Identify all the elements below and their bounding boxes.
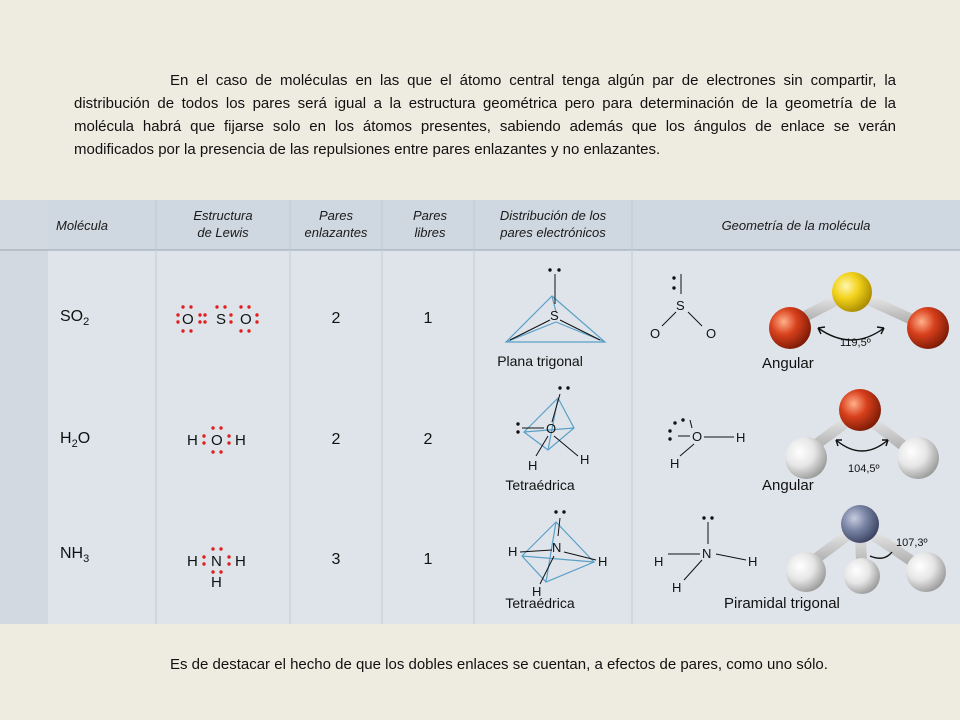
hydrogen-atom — [844, 558, 880, 594]
svg-text:H: H — [736, 430, 746, 445]
distribution-label: Tetraédrica — [505, 595, 575, 611]
oxygen-atom — [839, 389, 881, 431]
molecule-formula: $H_2O$ — [60, 430, 91, 450]
lone-pairs-value: 1 — [423, 310, 433, 327]
svg-text:N: N — [211, 553, 222, 570]
molecule-formula: $SO_2$ — [60, 308, 90, 328]
geometry-label: Angular — [762, 355, 814, 372]
header-lewis-line1: Estructura — [193, 208, 253, 223]
header-bonding-line2: enlazantes — [304, 225, 368, 240]
header-molecule: Molécula — [56, 218, 109, 233]
hydrogen-atom — [906, 552, 946, 592]
svg-text:H: H — [598, 554, 608, 569]
svg-text:N: N — [702, 546, 712, 561]
bonding-pairs-value: 2 — [331, 431, 341, 448]
svg-text:H: H — [672, 580, 682, 595]
svg-text:H: H — [235, 432, 246, 449]
oxygen-atom — [907, 307, 949, 349]
svg-text:S: S — [676, 298, 685, 313]
lone-pairs-value: 2 — [423, 431, 433, 448]
closing-paragraph: Es de destacar el hecho de que los dobles enlaces se cuentan, a efectos de pares, como uno sólo. — [170, 656, 828, 673]
svg-text:H: H — [670, 456, 680, 471]
bond-angle-label: 104,5º — [848, 463, 880, 475]
svg-text:O: O — [650, 326, 661, 341]
geometry-label: Angular — [762, 477, 814, 494]
hydrogen-atom — [785, 437, 827, 479]
bond-angle-label: 119,5º — [840, 337, 871, 349]
svg-text:O: O — [546, 421, 557, 436]
svg-text:H: H — [580, 452, 590, 467]
header-lewis-line2: de Lewis — [197, 225, 249, 240]
svg-text:H: H — [211, 574, 222, 591]
svg-text:H: H — [508, 544, 518, 559]
svg-text:O: O — [240, 311, 252, 328]
molecule-formula: $NH_3$ — [60, 545, 90, 565]
svg-text:H: H — [532, 584, 542, 599]
svg-text:O: O — [692, 429, 703, 444]
svg-text:H: H — [187, 553, 198, 570]
svg-text:H: H — [654, 554, 664, 569]
oxygen-atom — [769, 307, 811, 349]
svg-text:H: H — [235, 553, 246, 570]
svg-text:N: N — [552, 540, 562, 555]
lone-pairs-value: 1 — [423, 551, 433, 568]
svg-text:O: O — [706, 326, 717, 341]
svg-text:O: O — [211, 432, 223, 449]
hydrogen-atom — [897, 437, 939, 479]
svg-text:S: S — [216, 311, 227, 328]
svg-text:O: O — [182, 311, 194, 328]
header-lone-line2: libres — [414, 225, 446, 240]
header-bonding-line1: Pares — [319, 208, 353, 223]
bond-angle-label: 107,3º — [896, 537, 928, 549]
vsepr-table-figure — [0, 200, 960, 624]
svg-text:S: S — [550, 308, 559, 323]
distribution-label: Tetraédrica — [505, 477, 575, 493]
bonding-pairs-value: 2 — [331, 310, 341, 327]
header-geometry: Geometría de la molécula — [721, 218, 871, 233]
bonding-pairs-value: 3 — [331, 551, 341, 568]
geometry-label: Piramidal trigonal — [724, 595, 840, 612]
hydrogen-atom — [786, 552, 826, 592]
header-lone-line1: Pares — [413, 208, 447, 223]
header-distribution-line1: Distribución de los — [499, 208, 607, 223]
intro-paragraph: En el caso de moléculas en las que el átomo central tenga algún par de electrones sin compartir, la distribución de todos los pares será igual a la estructura geométrica pero para determinación de la geometría de la molécula habrá que fijarse solo en los átomos presentes, sabiendo además que los ángulos de enlace se verán modificados por la presencia de las repulsiones entre pares enlazantes y no enlazantes. — [74, 72, 896, 158]
svg-text:H: H — [748, 554, 758, 569]
svg-text:H: H — [187, 432, 198, 449]
distribution-label: Plana trigonal — [497, 353, 583, 369]
nitrogen-atom — [841, 505, 879, 543]
header-distribution-line2: pares electrónicos — [500, 225, 606, 240]
sulfur-atom — [832, 272, 872, 312]
svg-text:H: H — [528, 458, 538, 473]
